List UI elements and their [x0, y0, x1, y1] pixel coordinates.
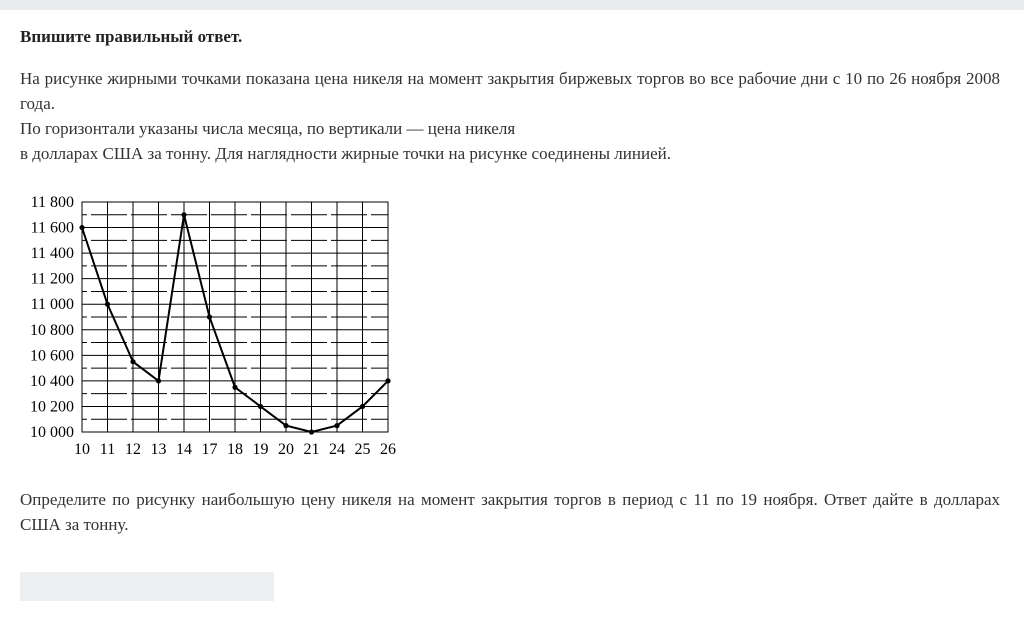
x-tick-label: 17 [201, 441, 218, 458]
data-point [105, 302, 110, 307]
x-tick-label: 18 [227, 441, 243, 458]
y-tick-label: 10 200 [30, 398, 74, 416]
chart-svg [14, 190, 404, 460]
y-tick-label: 11 200 [30, 270, 74, 288]
y-tick-label: 11 400 [30, 245, 74, 263]
description-line-1: На рисунке жирными точками показана цена никеля на момент закрытия биржевых торгов во все рабочие дни с 10 по 26 ноября 2008 года. [20, 69, 1000, 113]
data-point [258, 404, 263, 409]
nickel-price-chart [14, 190, 404, 460]
data-point [309, 429, 314, 434]
instruction-heading: Впишите правильный ответ. [20, 27, 243, 46]
data-point [207, 314, 212, 319]
x-tick-label: 24 [329, 441, 345, 458]
y-tick-label: 11 800 [30, 194, 74, 211]
x-tick-label: 13 [150, 441, 167, 458]
x-tick-label: 12 [125, 441, 141, 458]
y-tick-label: 10 400 [30, 372, 74, 390]
top-bar [0, 0, 1024, 10]
y-tick-label: 10 800 [30, 321, 74, 339]
answer-input[interactable] [20, 572, 274, 601]
y-tick-label: 11 000 [30, 296, 74, 314]
data-point [181, 212, 186, 217]
x-tick-label: 11 [99, 441, 116, 458]
x-tick-label: 19 [252, 441, 269, 458]
y-tick-label: 11 600 [30, 219, 74, 237]
x-tick-label: 10 [74, 441, 90, 458]
data-point [156, 378, 161, 383]
data-point [360, 404, 365, 409]
y-tick-label: 10 000 [30, 424, 74, 441]
data-point [130, 359, 135, 364]
question-text: Определите по рисунку наибольшую цену никеля на момент закрытия торгов в период с 11 по 19 ноября. Ответ дайте в долларах США за тонну. [20, 490, 1000, 534]
data-point [385, 378, 390, 383]
data-point [334, 423, 339, 428]
data-point [283, 423, 288, 428]
y-tick-label: 10 600 [30, 347, 74, 365]
data-point [232, 385, 237, 390]
x-tick-label: 14 [176, 441, 192, 458]
x-tick-label: 26 [380, 441, 396, 458]
x-tick-label: 25 [354, 441, 371, 458]
x-tick-label: 20 [278, 441, 294, 458]
x-tick-label: 21 [303, 441, 320, 458]
description-line-3: в долларах США за тонну. Для наглядности жирные точки на рисунке соединены линией. [20, 144, 671, 163]
data-point [79, 225, 84, 230]
description-line-2: По горизонтали указаны числа месяца, по вертикали — цена никеля [20, 119, 516, 138]
